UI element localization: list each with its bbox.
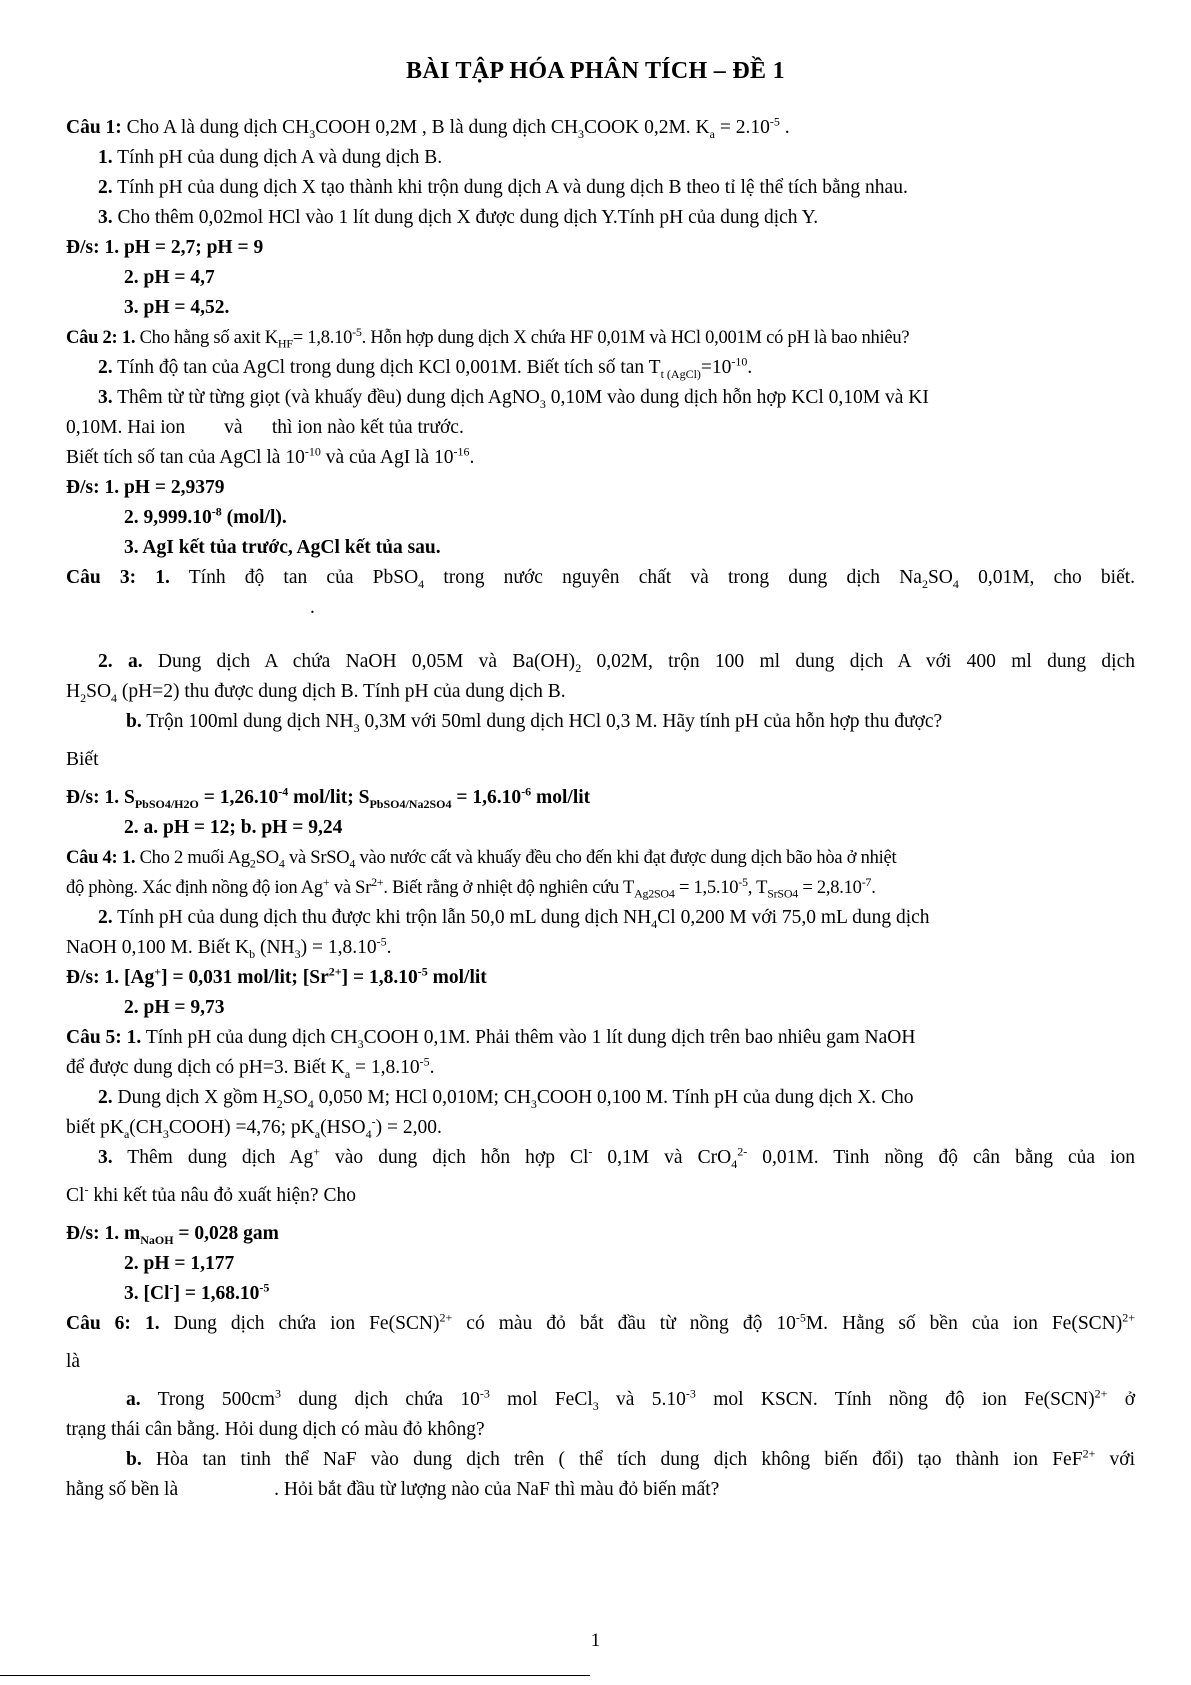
q5-answer-3: 3. $[Cl^-] = 1,68.10^{-5}$ [124, 1280, 270, 1304]
q6-part-a-cont: trạng thái cân bằng. Hỏi dung dịch có màu đỏ không? [66, 1419, 485, 1440]
q5-part-3-cont: Cl- khi kết tủa nâu đỏ xuất hiện? Cho [66, 1182, 356, 1206]
q6-la: là [66, 1351, 81, 1372]
q2-label: Câu 2: [66, 328, 118, 348]
q5-part-2: 2. Dung dịch X gồm $H_2SO_4$ 0,050 M; HCl 0,010M; $CH_3COOH$ 0,100 M. Tính pH của dung dịch X. Cho [98, 1087, 914, 1111]
q2-part-2: 2. Tính độ tan của AgCl trong dung dịch KCl 0,001M. Biết tích số $\tan T_{t (AgCl)}=10^{-10}$. [98, 354, 753, 381]
q1-answer-1: Đ/s: 1. pH = 2,7; pH = 9 [66, 237, 264, 258]
q4-part-2: 2. Tính pH của dung dịch thu được khi trộn lẫn 50,0 mL dung dịch $NH_4Cl$ 0,200 M với 75,0 mL dung dịch [98, 907, 930, 931]
q6-label: Câu 6: [66, 1313, 131, 1334]
q1-label: Câu 1: [66, 117, 122, 138]
q6-part-1: Câu 6: 1. Dung dịch chứa ion Fe(SCN)$^{2+}$ có màu đỏ bắt đầu từ nồng độ $10^{-5}M$. Hằng số bền của ion Fe(SCN)$^{2+}$ [66, 1310, 1136, 1334]
q4-part-1: Câu 4: 1. Cho 2 muối $Ag_2SO_4$ và SrSO$_4$ vào nước cất và khuấy đều cho đến khi đạt được dung dịch bão hòa ở nhiệt [66, 848, 897, 871]
q4-label: Câu 4: [66, 848, 118, 868]
q1-answer-3: 3. pH = 4,52. [124, 297, 230, 318]
document-content [66, 113, 1135, 1505]
q1-intro: Câu 1: Cho A là dung dịch $CH_3COOH$ 0,2M , B là dung dịch $CH_3COOK$ 0,2M. $K_a = 2.10^{-5}$ . [66, 114, 790, 141]
q5-part-3: 3. Thêm dung dịch Ag+ vào dung dịch hỗn hợp Cl- 0,1M và CrO$_4^{2-}$ 0,01M. Tinh nồng độ cân bằng của ion [98, 1144, 1136, 1171]
q3-part-1: Câu 3: 1. Tính độ tan của PbSO$_4$ trong nước nguyên chất và trong dung dịch $Na_2SO_4$ 0,01M, cho biết. [66, 567, 1136, 591]
q4-part-2-cont: NaOH 0,100 M. Biết $K_b$ $(NH_3) = 1,8.10^{-5}$. [66, 934, 392, 961]
q3-part-2a-cont: $H_2SO_4$ (pH=2) thu được dung dịch B. Tính pH của dung dịch B. [66, 681, 566, 705]
q2-answer-3: 3. AgI kết tủa trước, AgCl kết tủa sau. [124, 537, 441, 558]
q2-part-3-cont: 0,10M. Hai ion và thì ion nào kết tủa trước. [66, 417, 464, 438]
q2-part-3: 3. Thêm từ từ từng giọt (và khuấy đều) dung dịch AgNO$_3$ 0,10M vào dung dịch hỗn hợp KCl 0,10M và KI [98, 387, 929, 411]
q3-part-2b: b. Trộn 100ml dung dịch $NH_3$ 0,3M với 50ml dung dịch HCl 0,3 M. Hãy tính pH của hỗn hợp thu được? [126, 711, 943, 735]
q6-part-b-cont: hằng số bền là . Hỏi bắt đầu từ lượng nào của NaF thì màu đỏ biến mất? [66, 1479, 720, 1500]
q1-answer-2: 2. pH = 4,7 [124, 267, 215, 288]
q3-answer-2: 2. a. pH = 12; b. pH = 9,24 [124, 817, 343, 838]
page-title: BÀI TẬP HÓA PHÂN TÍCH – ĐỀ 1 [406, 58, 785, 84]
q1-part-2: 2. Tính pH của dung dịch X tạo thành khi trộn dung dịch A và dung dịch B theo tỉ lệ thể tích bằng nhau. [98, 177, 908, 198]
q1-part-3: 3. Cho thêm 0,02mol HCl vào 1 lít dung dịch X được dung dịch Y.Tính pH của dung dịch Y. [98, 207, 819, 228]
q5-part-1-cont: để được dung dịch có pH=3. Biết $K_a = 1,8.10^{-5}$. [66, 1054, 435, 1081]
q6-part-a: a. Trong $500cm^3$ dung dịch chứa $10^{-3}$ mol FeCl$_3$ và $5.10^{-3}$ mol KSCN. Tính nồng độ ion Fe(SCN)$^{2+}$ ở [126, 1386, 1136, 1413]
q3-biet: Biết [66, 749, 99, 770]
q4-answer-1: Đ/s: 1. [Ag+] = 0,031 mol/lit; $[Sr^{2+}] = 1,8.10^{-5}$ mol/lit [66, 964, 487, 988]
q5-part-2-cont: biết $pK_a(CH_3COOH) =4,76$; $pK_a(HSO_4^-) = 2,00$. [66, 1114, 442, 1141]
q4-answer-2: 2. pH = 9,73 [124, 997, 225, 1018]
page-number: 1 [590, 1630, 601, 1651]
q5-answer-1: Đ/s: 1. $m_{NaOH} = 0,028$ gam [66, 1223, 279, 1247]
q2-answer-1: Đ/s: 1. pH = 2,9379 [66, 477, 225, 498]
q5-part-1: Câu 5: 1. Tính pH của dung dịch $CH_3COOH$ 0,1M. Phải thêm vào 1 lít dung dịch trên bao nhiêu gam NaOH [66, 1027, 916, 1051]
q3-part-2a: 2. a. Dung dịch A chứa NaOH 0,05M và $Ba(OH)_2$ 0,02M, trộn 100 ml dung dịch A với 400 ml dung dịch [98, 651, 1135, 675]
q5-label: Câu 5: [66, 1027, 122, 1048]
q1-part-1: 1. Tính pH của dung dịch A và dung dịch B. [98, 147, 443, 168]
q3-answer-1: Đ/s: 1. $S_{PbSO4/H2O} = 1,26.10^{-4}$ mol/lit; $S_{PbSO4/Na2SO4} = 1,6.10^{-6}$ mol/lit [66, 784, 591, 811]
q3-dot: . [310, 597, 315, 618]
q6-part-b: b. Hòa tan tinh thể NaF vào dung dịch trên ( thể tích dung dịch không biến đổi) tạo thành ion FeF$^{2+}$ với [126, 1446, 1135, 1470]
footer-line [0, 1675, 590, 1676]
q2-answer-2: 2. $9,999.10^{-8}$ (mol/l). [124, 504, 287, 528]
q3-label: Câu 3: [66, 567, 137, 588]
q2-part-1: Câu 2: 1. Cho hằng số axit $K_{HF}= 1,8.10^{-5}$. Hỗn hợp dung dịch X chứa HF 0,01M và HCl 0,001M có pH là bao nhiêu? [66, 324, 910, 351]
q5-answer-2: 2. pH = 1,177 [124, 1253, 235, 1274]
q4-part-1-cont: độ phòng. Xác định nồng độ ion Ag+ và $Sr^{2+}$. Biết rằng ở nhiệt độ nghiên cứu $T_{Ag2SO4} = 1,5.10^{-5}$, $T_{SrSO4} = 2,8.10^{-7}$. [66, 874, 876, 901]
q2-note: Biết tích số tan của AgCl là $10^{-10}$ và của AgI là $10^{-16}$. [66, 444, 475, 468]
